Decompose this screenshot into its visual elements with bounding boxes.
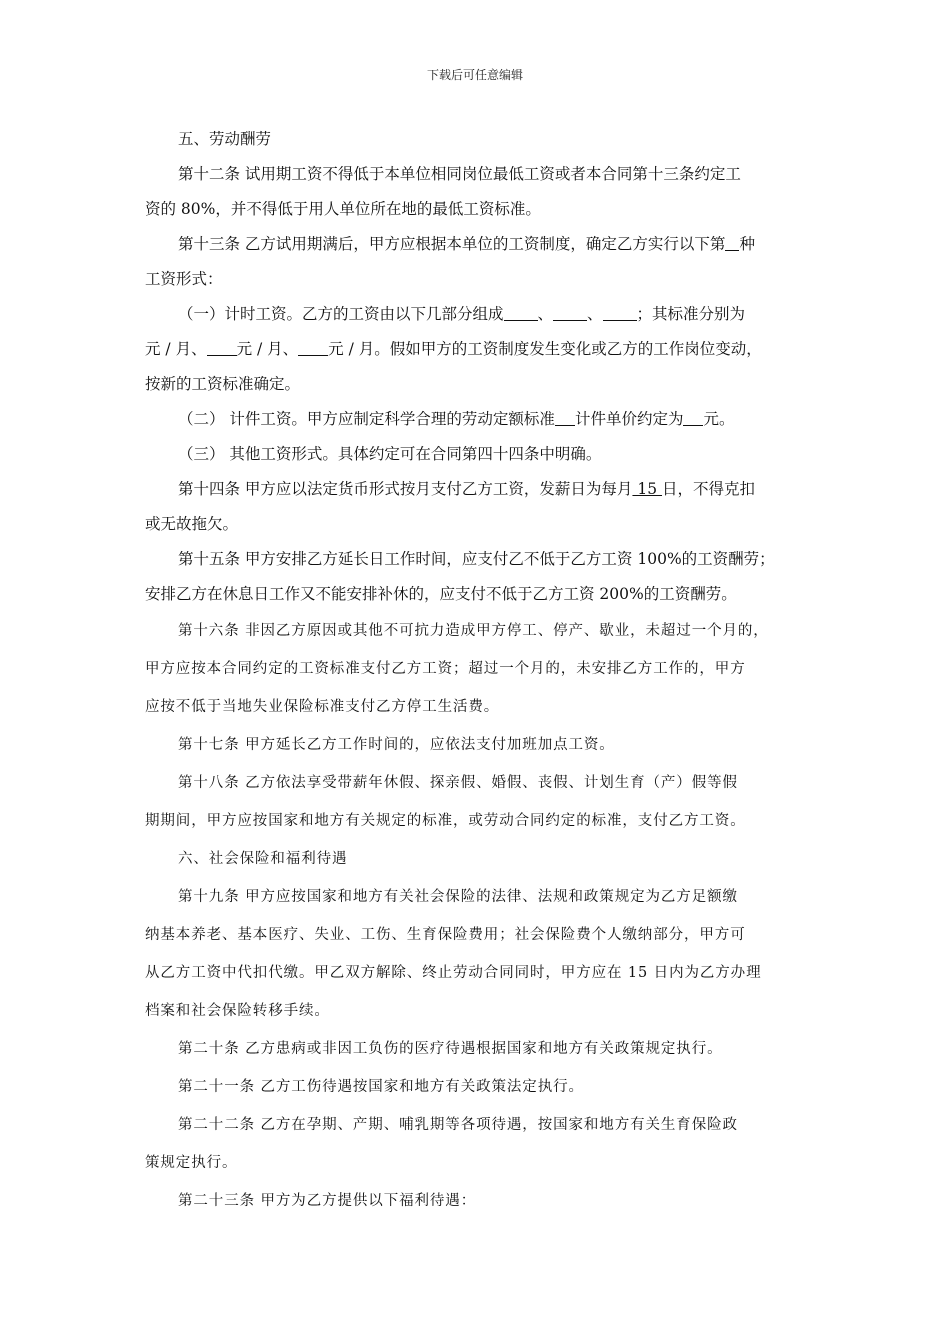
article-15-line-2: 安排乙方在休息日工作又不能安排补休的，应支付不低于乙方工资 200%的工资酬劳。 xyxy=(145,585,737,603)
article-13-line-1: 第十三条 乙方试用期满后，甲方应根据本单位的工资制度，确定乙方实行以下第 种 xyxy=(178,235,755,253)
blank-field xyxy=(683,410,703,426)
article-14-line-2: 或无故拖欠。 xyxy=(145,515,239,533)
blank-field xyxy=(725,235,739,251)
article-16-line-2: 甲方应按本合同约定的工资标准支付乙方工资；超过一个月的，未安排乙方工作的，甲方 xyxy=(145,661,746,677)
article-23: 第二十三条 甲方为乙方提供以下福利待遇： xyxy=(178,1193,477,1209)
section-heading-6: 六、社会保险和福利待遇 xyxy=(178,851,348,867)
article-12-line-2: 资的 80%，并不得低于用人单位所在地的最低工资标准。 xyxy=(145,200,541,218)
page-header: 下载后可任意编辑 xyxy=(426,68,523,82)
article-19-line-1: 第十九条 甲方应按国家和地方有关社会保险的法律、法规和政策规定为乙方足额缴 xyxy=(178,889,738,905)
blank-field xyxy=(298,340,328,356)
clause-1-line-1: （一）计时工资。乙方的工资由以下几部分组成 、 、 ；其标准分别为 xyxy=(178,305,746,323)
clause-1-line-3: 按新的工资标准确定。 xyxy=(145,375,301,393)
article-16-line-1: 第十六条 非因乙方原因或其他不可抗力造成甲方停工、停产、歇业，未超过一个月的， xyxy=(178,623,769,639)
article-22-line-1: 第二十二条 乙方在孕期、产期、哺乳期等各项待遇，按国家和地方有关生育保险政 xyxy=(178,1117,738,1133)
blank-field xyxy=(504,305,538,321)
blank-field xyxy=(553,305,587,321)
article-22-line-2: 策规定执行。 xyxy=(145,1155,238,1171)
article-20: 第二十条 乙方患病或非因工负伤的医疗待遇根据国家和地方有关政策规定执行。 xyxy=(178,1041,723,1057)
article-18-line-2: 期期间，甲方应按国家和地方有关规定的标准，或劳动合同约定的标准，支付乙方工资。 xyxy=(145,813,746,829)
document-body xyxy=(145,122,810,1220)
article-18-line-1: 第十八条 乙方依法享受带薪年休假、探亲假、婚假、丧假、计划生育（产）假等假 xyxy=(178,775,738,791)
article-21: 第二十一条 乙方工伤待遇按国家和地方有关政策法定执行。 xyxy=(178,1079,584,1095)
article-19-line-3: 从乙方工资中代扣代缴。甲乙双方解除、终止劳动合同同时，甲方应在 15 日内为乙方办理 xyxy=(145,965,762,981)
article-19-line-4: 档案和社会保险转移手续。 xyxy=(145,1003,330,1019)
blank-field xyxy=(207,340,237,356)
article-17: 第十七条 甲方延长乙方工作时间的，应依法支付加班加点工资。 xyxy=(178,737,615,753)
article-15-line-1: 第十五条 甲方安排乙方延长日工作时间，应支付乙不低于乙方工资 100%的工资酬劳； xyxy=(178,550,775,568)
payday-value: 15 xyxy=(632,480,663,498)
article-16-line-3: 应按不低于当地失业保险标准支付乙方停工生活费。 xyxy=(145,699,500,715)
article-13-line-2: 工资形式： xyxy=(145,270,223,288)
article-12-line-1: 第十二条 试用期工资不得低于本单位相同岗位最低工资或者本合同第十三条约定工 xyxy=(178,165,741,183)
section-heading-5: 五、劳动酬劳 xyxy=(178,130,272,148)
clause-2: （二） 计件工资。甲方应制定科学合理的劳动定额标准 计件单价约定为 元。 xyxy=(178,410,735,428)
clause-3: （三） 其他工资形式。具体约定可在合同第四十四条中明确。 xyxy=(178,445,602,463)
article-19-line-2: 纳基本养老、基本医疗、失业、工伤、生育保险费用；社会保险费个人缴纳部分，甲方可 xyxy=(145,927,746,943)
clause-1-line-2: 元 / 月、 元 / 月、 元 / 月。假如甲方的工资制度发生变化或乙方的工作岗位变动， xyxy=(145,340,762,358)
article-14-line-1: 第十四条 甲方应以法定货币形式按月支付乙方工资，发薪日为每月 15 日，不得克扣 xyxy=(178,480,756,498)
blank-field xyxy=(555,410,575,426)
blank-field xyxy=(603,305,637,321)
